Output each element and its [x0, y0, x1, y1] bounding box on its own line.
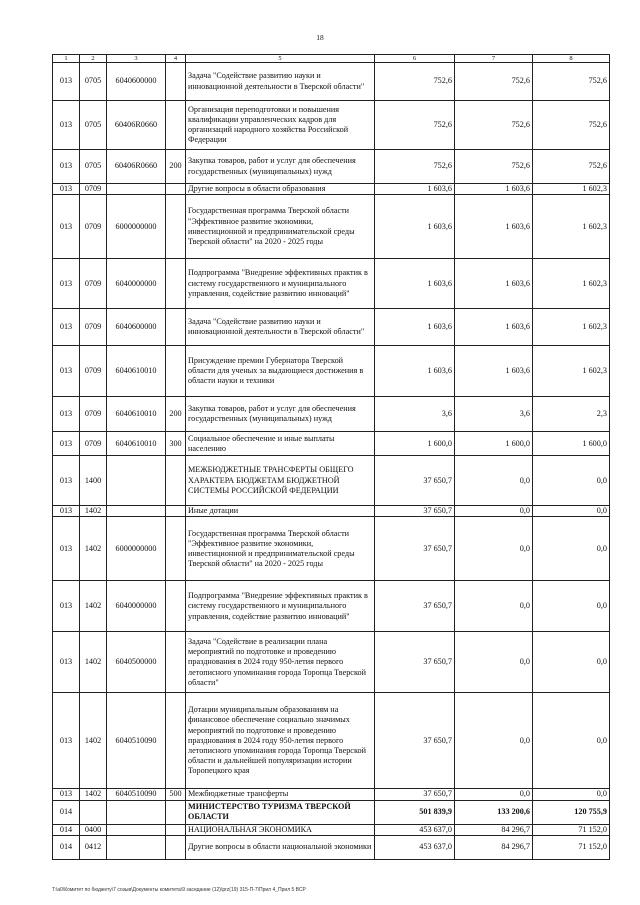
- cell-ministry-code: 014: [53, 824, 80, 835]
- cell-expense-type: [166, 506, 186, 517]
- cell-value-year3: 752,6: [533, 150, 610, 184]
- cell-value-year3: 71 152,0: [533, 835, 610, 859]
- cell-expense-type: [166, 63, 186, 101]
- cell-value-year3: 0,0: [533, 789, 610, 800]
- cell-value-year1: 3,6: [375, 397, 455, 432]
- cell-expense-type: [166, 517, 186, 581]
- cell-target-code: 6040510090: [107, 789, 166, 800]
- cell-name: Закупка товаров, работ и услуг для обеспечения государственных (муниципальных) нужд: [186, 397, 375, 432]
- table-row: [53, 456, 610, 506]
- table-row: [53, 195, 610, 259]
- cell-expense-type: [166, 195, 186, 259]
- cell-target-code: 6040600000: [107, 309, 166, 346]
- cell-value-year2: 0,0: [455, 517, 533, 581]
- table-row: [53, 101, 610, 150]
- cell-expense-type: [166, 184, 186, 195]
- cell-target-code: 6040600000: [107, 63, 166, 101]
- cell-value-year1: 501 839,9: [375, 800, 455, 824]
- cell-ministry-code: 014: [53, 835, 80, 859]
- cell-name: НАЦИОНАЛЬНАЯ ЭКОНОМИКА: [186, 824, 375, 835]
- cell-expense-type: [166, 101, 186, 150]
- col-header-2: 2: [80, 55, 107, 63]
- cell-value-year2: 0,0: [455, 581, 533, 632]
- cell-expense-type: [166, 309, 186, 346]
- table-row: [53, 581, 610, 632]
- cell-section-code: 0709: [80, 346, 107, 397]
- cell-name: МЕЖБЮДЖЕТНЫЕ ТРАНСФЕРТЫ ОБЩЕГО ХАРАКТЕРА БЮДЖЕТАМ БЮДЖЕТНОЙ СИСТЕМЫ РОССИЙСКОЙ ФЕДЕРАЦИИ: [186, 456, 375, 506]
- cell-section-code: 1402: [80, 632, 107, 693]
- cell-name: Задача "Содействие развитию науки и инновационной деятельности в Тверской области": [186, 309, 375, 346]
- cell-value-year1: 37 650,7: [375, 456, 455, 506]
- cell-section-code: 0709: [80, 184, 107, 195]
- cell-target-code: [107, 184, 166, 195]
- col-header-7: 7: [455, 55, 533, 63]
- cell-ministry-code: 013: [53, 632, 80, 693]
- cell-value-year1: 1 600,0: [375, 432, 455, 456]
- cell-value-year1: 1 603,6: [375, 195, 455, 259]
- cell-target-code: 6040610010: [107, 432, 166, 456]
- col-header-1: 1: [53, 55, 80, 63]
- cell-value-year3: 0,0: [533, 693, 610, 789]
- cell-value-year2: 0,0: [455, 632, 533, 693]
- cell-value-year1: 1 603,6: [375, 309, 455, 346]
- cell-section-code: 1402: [80, 789, 107, 800]
- cell-name: Присуждение премии Губернатора Тверской области для ученых за выдающиеся достижения в области науки и техники: [186, 346, 375, 397]
- cell-value-year2: 3,6: [455, 397, 533, 432]
- cell-ministry-code: 013: [53, 506, 80, 517]
- cell-value-year1: 453 637,0: [375, 824, 455, 835]
- cell-ministry-code: 013: [53, 101, 80, 150]
- cell-value-year2: 0,0: [455, 789, 533, 800]
- cell-section-code: 0705: [80, 150, 107, 184]
- cell-expense-type: [166, 800, 186, 824]
- cell-ministry-code: 013: [53, 195, 80, 259]
- col-header-8: 8: [533, 55, 610, 63]
- cell-expense-type: [166, 259, 186, 309]
- table-row: [53, 824, 610, 835]
- cell-value-year2: 1 603,6: [455, 195, 533, 259]
- cell-value-year3: 0,0: [533, 456, 610, 506]
- cell-value-year2: 84 296,7: [455, 824, 533, 835]
- cell-expense-type: [166, 693, 186, 789]
- table-row: [53, 346, 610, 397]
- col-header-6: 6: [375, 55, 455, 63]
- cell-target-code: 6040610010: [107, 346, 166, 397]
- cell-value-year1: 37 650,7: [375, 581, 455, 632]
- page-number: 18: [316, 33, 324, 42]
- table-row: [53, 184, 610, 195]
- cell-value-year3: 752,6: [533, 101, 610, 150]
- cell-ministry-code: 013: [53, 309, 80, 346]
- cell-value-year2: 84 296,7: [455, 835, 533, 859]
- cell-section-code: 0709: [80, 259, 107, 309]
- table-row: [53, 517, 610, 581]
- cell-name: Подпрограмма "Внедрение эффективных практик в систему государственного и муниципального управления, содействие развитию инноваций": [186, 259, 375, 309]
- cell-section-code: 0400: [80, 824, 107, 835]
- cell-expense-type: [166, 456, 186, 506]
- cell-value-year1: 752,6: [375, 150, 455, 184]
- cell-name: Закупка товаров, работ и услуг для обеспечения государственных (муниципальных) нужд: [186, 150, 375, 184]
- cell-value-year1: 752,6: [375, 101, 455, 150]
- cell-expense-type: [166, 835, 186, 859]
- cell-name: Задача "Содействие в реализации плана мероприятий по подготовке и проведению празднования в 2024 году 950-летия первого летописного упоминания города Торопца Тверской области": [186, 632, 375, 693]
- cell-ministry-code: 013: [53, 789, 80, 800]
- cell-target-code: 6040610010: [107, 397, 166, 432]
- cell-name: Государственная программа Тверской области "Эффективное развитие экономики, инвестиционной и предпринимательской среды Тверской области" на 2020 - 2025 годы: [186, 517, 375, 581]
- cell-value-year1: 37 650,7: [375, 693, 455, 789]
- table-row: [53, 506, 610, 517]
- cell-value-year3: 752,6: [533, 63, 610, 101]
- cell-target-code: 60406R0660: [107, 101, 166, 150]
- cell-value-year2: 752,6: [455, 63, 533, 101]
- cell-name: Организация переподготовки и повышения квалификации управленческих кадров для организаций народного хозяйства Российской Федерации: [186, 101, 375, 150]
- cell-value-year2: 0,0: [455, 456, 533, 506]
- cell-name: Дотации муниципальным образованиям на финансовое обеспечение социально значимых мероприятий по подготовке и проведению празднования в 2024 году 950-летия первого летописного упоминания города Торопца Тверской области и дальнейшей популяризации истории Торопецкого края: [186, 693, 375, 789]
- cell-name: Другие вопросы в области национальной экономики: [186, 835, 375, 859]
- cell-value-year3: 0,0: [533, 581, 610, 632]
- cell-value-year3: 1 602,3: [533, 309, 610, 346]
- cell-ministry-code: 013: [53, 432, 80, 456]
- cell-name: Подпрограмма "Внедрение эффективных практик в систему государственного и муниципального управления, содействие развитию инноваций": [186, 581, 375, 632]
- cell-ministry-code: 013: [53, 517, 80, 581]
- cell-value-year2: 752,6: [455, 150, 533, 184]
- cell-expense-type: 200: [166, 397, 186, 432]
- cell-value-year3: 1 602,3: [533, 184, 610, 195]
- cell-target-code: 6000000000: [107, 517, 166, 581]
- cell-section-code: 1402: [80, 693, 107, 789]
- col-header-5: 5: [186, 55, 375, 63]
- cell-value-year2: 133 200,6: [455, 800, 533, 824]
- cell-section-code: 1400: [80, 456, 107, 506]
- cell-target-code: 6040000000: [107, 581, 166, 632]
- cell-value-year1: 752,6: [375, 63, 455, 101]
- cell-value-year2: 1 603,6: [455, 259, 533, 309]
- cell-value-year3: 1 602,3: [533, 259, 610, 309]
- column-number-header: [53, 55, 610, 63]
- cell-value-year1: 1 603,6: [375, 346, 455, 397]
- cell-ministry-code: 013: [53, 150, 80, 184]
- cell-value-year2: 1 603,6: [455, 309, 533, 346]
- cell-target-code: 60406R0660: [107, 150, 166, 184]
- cell-value-year2: 1 603,6: [455, 346, 533, 397]
- cell-value-year3: 0,0: [533, 517, 610, 581]
- cell-target-code: [107, 506, 166, 517]
- cell-ministry-code: 013: [53, 581, 80, 632]
- cell-expense-type: [166, 632, 186, 693]
- cell-value-year3: 2,3: [533, 397, 610, 432]
- table-row: [53, 63, 610, 101]
- cell-ministry-code: 013: [53, 397, 80, 432]
- cell-name: Иные дотации: [186, 506, 375, 517]
- cell-section-code: [80, 800, 107, 824]
- cell-section-code: 1402: [80, 517, 107, 581]
- cell-target-code: 6000000000: [107, 195, 166, 259]
- table-row: [53, 835, 610, 859]
- cell-expense-type: 200: [166, 150, 186, 184]
- cell-target-code: [107, 456, 166, 506]
- table-row: [53, 309, 610, 346]
- cell-section-code: 0709: [80, 432, 107, 456]
- budget-table: [52, 54, 610, 860]
- cell-name: Межбюджетные трансферты: [186, 789, 375, 800]
- cell-ministry-code: 013: [53, 456, 80, 506]
- cell-name: Государственная программа Тверской области "Эффективное развитие экономики, инвестиционной и предпринимательской среды Тверской области" на 2020 - 2025 годы: [186, 195, 375, 259]
- cell-target-code: 6040000000: [107, 259, 166, 309]
- file-path-footer: T:\a0\Комитет по бюджету\7 созыв\Документы комитета\9 заседание (12)\prz(19) 315-П-7\Прил 4_Прил 5 ВСР: [52, 887, 306, 893]
- cell-value-year3: 1 600,0: [533, 432, 610, 456]
- table-row: [53, 259, 610, 309]
- cell-ministry-code: 014: [53, 800, 80, 824]
- cell-section-code: 0709: [80, 309, 107, 346]
- table-row: [53, 150, 610, 184]
- cell-ministry-code: 013: [53, 184, 80, 195]
- cell-value-year1: 453 637,0: [375, 835, 455, 859]
- cell-section-code: 0705: [80, 63, 107, 101]
- table-row: [53, 632, 610, 693]
- cell-section-code: 0709: [80, 397, 107, 432]
- cell-target-code: [107, 835, 166, 859]
- cell-value-year3: 71 152,0: [533, 824, 610, 835]
- cell-value-year1: 37 650,7: [375, 789, 455, 800]
- cell-target-code: 6040500000: [107, 632, 166, 693]
- col-header-3: 3: [107, 55, 166, 63]
- table-row: [53, 693, 610, 789]
- cell-value-year3: 0,0: [533, 632, 610, 693]
- cell-ministry-code: 013: [53, 63, 80, 101]
- cell-ministry-code: 013: [53, 259, 80, 309]
- cell-value-year1: 37 650,7: [375, 632, 455, 693]
- cell-expense-type: [166, 346, 186, 397]
- cell-value-year1: 37 650,7: [375, 506, 455, 517]
- cell-value-year1: 37 650,7: [375, 517, 455, 581]
- cell-section-code: 1402: [80, 581, 107, 632]
- cell-target-code: 6040510090: [107, 693, 166, 789]
- cell-name: МИНИСТЕРСТВО ТУРИЗМА ТВЕРСКОЙ ОБЛАСТИ: [186, 800, 375, 824]
- cell-section-code: 0412: [80, 835, 107, 859]
- cell-value-year2: 1 603,6: [455, 184, 533, 195]
- table-row: [53, 397, 610, 432]
- cell-name: Другие вопросы в области образования: [186, 184, 375, 195]
- table-row: [53, 789, 610, 800]
- cell-section-code: 1402: [80, 506, 107, 517]
- cell-name: Задача "Содействие развитию науки и инновационной деятельности в Тверской области": [186, 63, 375, 101]
- cell-value-year2: 0,0: [455, 506, 533, 517]
- cell-name: Социальное обеспечение и иные выплаты населению: [186, 432, 375, 456]
- cell-target-code: [107, 800, 166, 824]
- cell-section-code: 0709: [80, 195, 107, 259]
- cell-value-year2: 752,6: [455, 101, 533, 150]
- cell-section-code: 0705: [80, 101, 107, 150]
- cell-expense-type: 500: [166, 789, 186, 800]
- col-header-4: 4: [166, 55, 186, 63]
- cell-value-year3: 1 602,3: [533, 346, 610, 397]
- cell-value-year2: 0,0: [455, 693, 533, 789]
- cell-ministry-code: 013: [53, 693, 80, 789]
- table-row: [53, 800, 610, 824]
- cell-target-code: [107, 824, 166, 835]
- cell-expense-type: [166, 824, 186, 835]
- table-row: [53, 432, 610, 456]
- cell-value-year1: 1 603,6: [375, 184, 455, 195]
- cell-ministry-code: 013: [53, 346, 80, 397]
- cell-expense-type: [166, 581, 186, 632]
- cell-expense-type: 300: [166, 432, 186, 456]
- cell-value-year2: 1 600,0: [455, 432, 533, 456]
- cell-value-year1: 1 603,6: [375, 259, 455, 309]
- cell-value-year3: 0,0: [533, 506, 610, 517]
- cell-value-year3: 1 602,3: [533, 195, 610, 259]
- cell-value-year3: 120 755,9: [533, 800, 610, 824]
